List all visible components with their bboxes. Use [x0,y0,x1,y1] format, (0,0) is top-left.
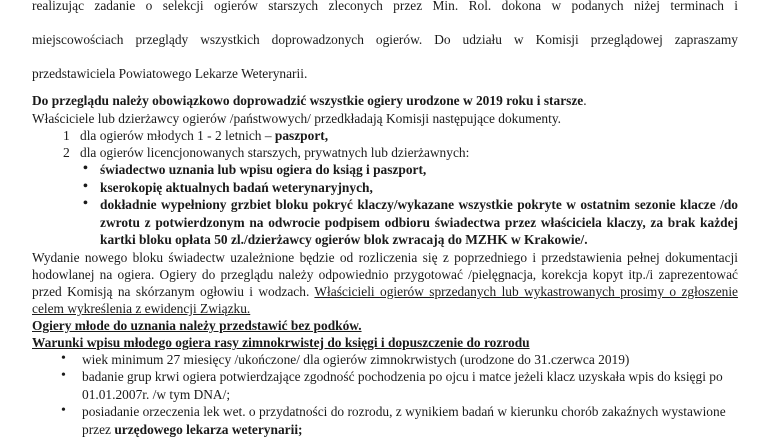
settlement-paragraph [32,249,738,317]
main-heading-period: . [583,93,587,109]
subheading-line [32,110,738,127]
numbered-item-1 [32,127,738,144]
bullet-text: kserokopię aktualnych badań weterynaryjnych, [100,179,373,195]
bullet-text: dokładnie wypełniony grzbiet bloku pokryć klaczy/wykazane wszystkie pokryte w ostatnim sezonie klacze /do zwrotu z potwierdzonym na odwrocie podpisem odbioru świadectwa przez właściciela klaczy, za brak każdej kartki bloku opłata 50 zl./dzierżawcy ogierów blok zwracają do MZHK w Krakowie/. [100,197,738,248]
bullet-icon: • [61,368,66,384]
list-number: 2 [63,145,70,161]
numbered-item-2 [32,144,738,161]
no-horseshoes-note [32,317,738,334]
no-horseshoes-text: Ogiery młode do uznania należy przedstawić bez podków. [32,317,362,333]
intro-line-1-text: realizując zadanie o selekcji ogierów starszych zleconych przez Min. Rol. dokona w podanych niżej terminach i [32,0,738,13]
numbered-item-2-text: dla ogierów licencjonowanych starszych, prywatnych lub dzierżawnych: [80,145,470,161]
document-body [32,0,738,438]
intro-line-1-clipped [32,0,738,31]
subheading-text: Właściciele lub dzierżawcy ogierów /państwowych/ przedkładają Komisji następujące dokumenty. [32,110,561,126]
bullet-text: posiadanie orzeczenia lek wet. o przydatności do rozrodu, z wynikiem badań w kierunku chorób zakaźnych wystawione przez [82,404,726,437]
settlement-paragraph-text: Wydanie nowego bloku świadectw uzależnione będzie od rozliczenia się z poprzedniego i przedstawienia pełnej dokumentacji hodowlanej na ogiera. Ogiery do przeglądu należy odpowiednio przygotować /pielęgnacja, korekcja kopyt itp./i zaprezentować przed Komisją na skórzanym ogłowiu i wodzach. [32,249,738,299]
bullet-text: świadectwo uznania lub wpisu ogiera do ksiąg i paszport, [100,162,427,178]
intro-line-3-text: przedstawiciela Powiatowego Lekarze Weterynarii. [32,66,308,82]
intro-line-2 [32,31,738,65]
list-item [32,368,738,403]
list-number: 1 [63,127,70,143]
list-item [32,196,738,248]
registration-conditions-bullets [32,351,738,438]
list-item [32,179,738,196]
bullet-text: badanie grup krwi ogiera potwierdzające zgodność pochodzenia po ojcu i matce jeżeli klacz uzyskała wpis do księgi po 01.01.2007r. /w tym DNA/; [82,369,723,402]
list-item [32,351,738,368]
intro-paragraph [32,0,738,82]
bullet-text-bold: urzędowego lekarza weterynarii; [114,421,303,437]
list-item [32,403,738,438]
bullet-icon: • [83,196,88,212]
intro-line-3 [32,65,738,82]
bullet-icon: • [83,178,88,194]
bullet-text: wiek minimum 27 miesięcy /ukończone/ dla ogierów zimnokrwistych (urodzone do 31.czerwca 2019) [82,352,630,368]
bullet-icon: • [83,161,88,177]
registration-conditions-heading [32,334,738,351]
spacer-1 [32,82,738,92]
list-item [32,161,738,178]
bullet-icon: • [61,351,66,367]
main-heading-line [32,92,738,109]
settlement-paragraph-underlined: Właścicieli ogierów sprzedanych lub wykastrowanych prosimy o zgłoszenie celem wykreślenia z ewidencji Związku. [32,283,738,316]
required-documents-bullets [32,161,738,248]
main-heading-text: Do przeglądu należy obowiązkowo doprowadzić wszystkie ogiery urodzone w 2019 roku i starsze [32,93,584,109]
documents-numbered-list [32,127,738,162]
bullet-icon: • [61,403,66,419]
numbered-item-1-text: dla ogierów młodych 1 - 2 letnich – [80,127,275,143]
intro-line-2-text: miejscowościach przeglądy wszystkich doprowadzonych ogierów. Do udziału w Komisji przeglądowej zapraszamy [32,32,738,48]
numbered-item-1-bold: paszport, [274,127,329,143]
registration-conditions-text: Warunki wpisu młodego ogiera rasy zimnokrwistej do księgi i dopuszczenie do rozrodu [32,334,530,350]
